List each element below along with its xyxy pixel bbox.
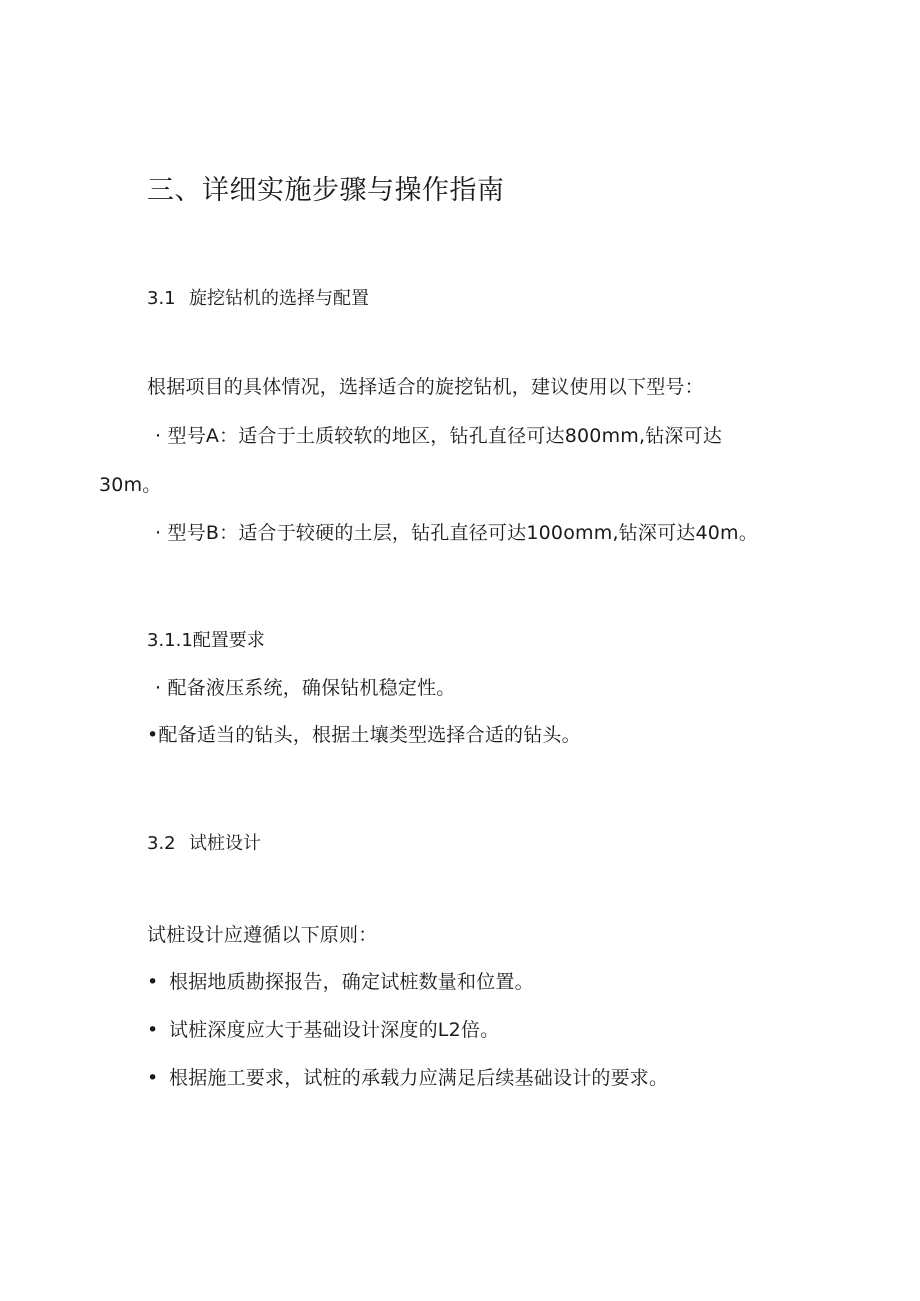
model-b-text: 型号B：适合于较硬的土层，钻孔直径可达100omm,钻深可达40m。	[167, 522, 758, 544]
selection-intro: 根据项目的具体情况，选择适合的旋挖钻机，建议使用以下型号：	[147, 376, 704, 398]
config-item-text: 配备液压系统，确保钻机稳定性。	[167, 677, 456, 699]
section-title: 三、详细实施步骤与操作指南	[147, 175, 505, 206]
pile-test-item-text: 根据地质勘探报告，确定试桩数量和位置。	[169, 971, 534, 993]
subsection-number: 3.2	[147, 833, 176, 854]
bullet-dot: •	[147, 1067, 159, 1089]
bullet-dot: •	[147, 724, 159, 746]
bullet-dot: ·	[155, 425, 162, 447]
bullet-dot: •	[147, 1019, 159, 1041]
pile-test-item-text: 试桩深度应大于基础设计深度的L2倍。	[169, 1019, 500, 1041]
bullet-dot: •	[147, 971, 159, 993]
model-a-continuation: 30m。	[99, 474, 162, 496]
subsection-3-2-heading	[147, 829, 261, 855]
model-a-item	[155, 421, 722, 448]
config-item-1	[155, 673, 456, 700]
pile-test-item-1	[147, 967, 534, 994]
config-item-2	[147, 720, 581, 747]
pile-test-item-text: 根据施工要求，试桩的承载力应满足后续基础设计的要求。	[169, 1067, 669, 1089]
config-item-text: 配备适当的钻头，根据土壤类型选择合适的钻头。	[158, 724, 581, 746]
subsection-title: 旋挖钻机的选择与配置	[189, 288, 369, 309]
model-b-item	[155, 518, 758, 545]
pile-test-item-2	[147, 1015, 499, 1042]
bullet-dot: ·	[155, 522, 162, 544]
subsection-3-1-1-heading: 3.1.1配置要求	[147, 630, 265, 651]
subsection-title: 试桩设计	[189, 833, 261, 854]
model-a-text: 型号A：适合于土质较软的地区，钻孔直径可达800mm,钻深可达	[167, 425, 723, 447]
pile-test-intro: 试桩设计应遵循以下原则：	[147, 924, 378, 946]
pile-test-item-3	[147, 1063, 668, 1090]
subsection-3-1-heading	[147, 284, 369, 310]
subsection-number: 3.1	[147, 288, 176, 309]
bullet-dot: ·	[155, 677, 162, 699]
